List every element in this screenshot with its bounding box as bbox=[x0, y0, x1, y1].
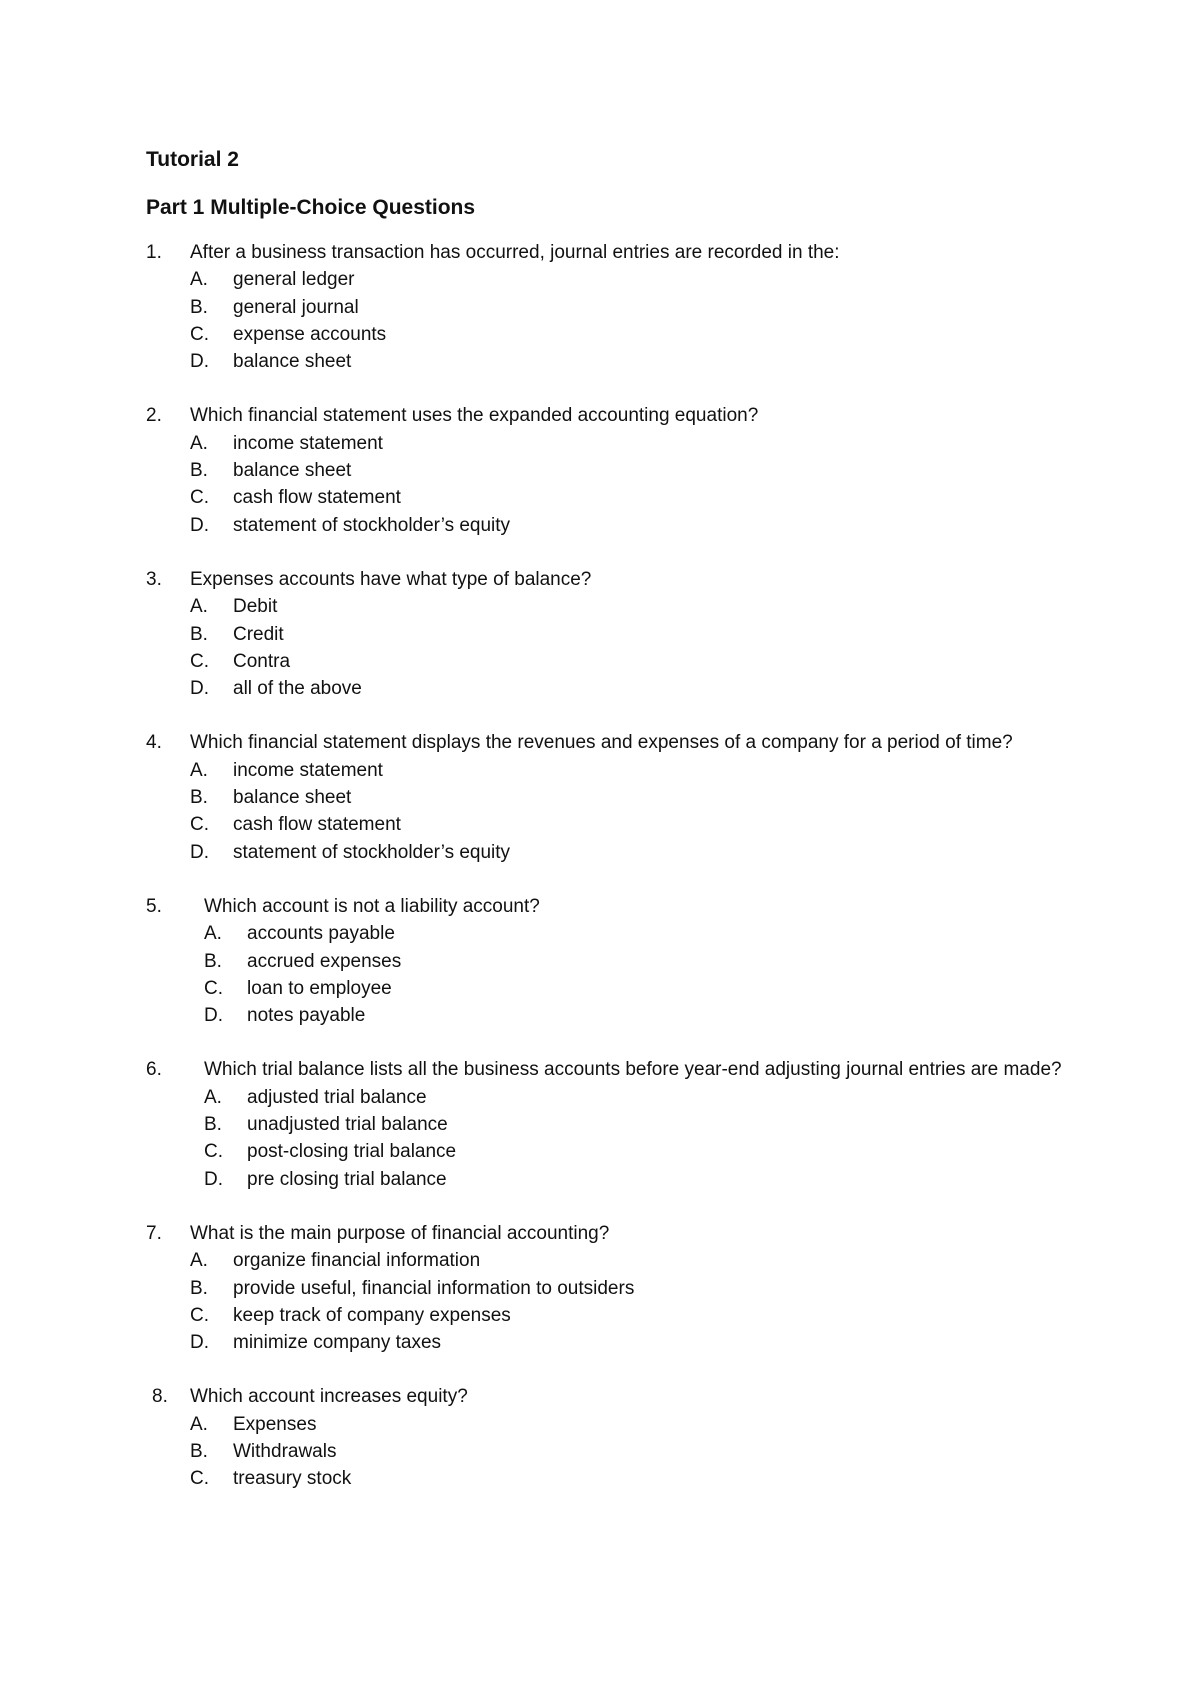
part-title: Part 1 Multiple-Choice Questions bbox=[146, 196, 476, 219]
question-4 bbox=[146, 729, 1066, 865]
option-text: adjusted trial balance bbox=[247, 1086, 427, 1108]
option-text: minimize company taxes bbox=[233, 1332, 442, 1354]
option-letter: B. bbox=[204, 1114, 222, 1136]
option-letter: A. bbox=[190, 1413, 208, 1435]
question-text: Which trial balance lists all the business accounts before year-end adjusting journal entries are made? bbox=[204, 1059, 1062, 1081]
option-text: balance sheet bbox=[233, 787, 352, 809]
option-letter: B. bbox=[190, 623, 208, 645]
option-letter: C. bbox=[204, 977, 223, 999]
option-c bbox=[146, 1302, 1066, 1329]
option-text: all of the above bbox=[233, 678, 362, 700]
option-c bbox=[146, 1465, 1066, 1492]
option-letter: B. bbox=[190, 296, 208, 318]
option-text: Contra bbox=[233, 650, 291, 672]
option-b bbox=[146, 784, 1066, 811]
option-a bbox=[146, 920, 1066, 947]
option-letter: A. bbox=[190, 1250, 208, 1272]
option-text: statement of stockholder’s equity bbox=[233, 514, 511, 536]
question-text: Which account increases equity? bbox=[190, 1386, 468, 1408]
option-letter: A. bbox=[190, 759, 208, 781]
option-a bbox=[146, 1247, 1066, 1274]
option-letter: C. bbox=[190, 1304, 209, 1326]
option-letter: C. bbox=[190, 1468, 209, 1490]
option-c bbox=[146, 321, 1066, 348]
option-list bbox=[146, 1247, 1066, 1356]
option-text: balance sheet bbox=[233, 460, 352, 482]
question-number: 3. bbox=[146, 568, 162, 590]
option-text: unadjusted trial balance bbox=[247, 1114, 448, 1136]
option-list bbox=[146, 920, 1066, 1029]
question-text: Which financial statement displays the revenues and expenses of a company for a period of time? bbox=[190, 732, 1013, 754]
option-letter: A. bbox=[190, 269, 208, 291]
option-d bbox=[146, 1166, 1066, 1193]
option-b bbox=[146, 294, 1066, 321]
option-list bbox=[146, 757, 1066, 866]
option-text: treasury stock bbox=[233, 1468, 352, 1490]
question-5 bbox=[146, 893, 1066, 1029]
option-b bbox=[146, 948, 1066, 975]
question-number: 1. bbox=[146, 242, 162, 263]
option-text: accrued expenses bbox=[247, 950, 402, 972]
option-text: loan to employee bbox=[247, 977, 392, 999]
question-8 bbox=[146, 1383, 1066, 1492]
option-d bbox=[146, 839, 1066, 866]
option-text: organize financial information bbox=[233, 1250, 481, 1272]
option-text: notes payable bbox=[247, 1005, 366, 1027]
option-list bbox=[146, 1084, 1066, 1193]
option-letter: D. bbox=[190, 351, 209, 373]
option-letter: C. bbox=[190, 814, 209, 836]
question-number: 2. bbox=[146, 405, 162, 427]
option-letter: A. bbox=[204, 923, 222, 945]
option-c bbox=[146, 1138, 1066, 1165]
question-number: 5. bbox=[146, 895, 162, 917]
option-text: balance sheet bbox=[233, 351, 352, 373]
option-letter: B. bbox=[190, 1277, 208, 1299]
option-letter: B. bbox=[190, 1440, 208, 1462]
question-text: Which account is not a liability account? bbox=[204, 895, 540, 917]
option-letter: A. bbox=[190, 596, 208, 618]
option-text: post-closing trial balance bbox=[247, 1141, 457, 1163]
question-number: 7. bbox=[146, 1222, 162, 1244]
option-letter: A. bbox=[204, 1086, 222, 1108]
option-letter: D. bbox=[190, 514, 209, 536]
option-c bbox=[146, 811, 1066, 838]
option-text: pre closing trial balance bbox=[247, 1168, 447, 1190]
option-text: Expenses bbox=[233, 1413, 317, 1435]
option-b bbox=[146, 1275, 1066, 1302]
question-text: Which financial statement uses the expanded accounting equation? bbox=[190, 405, 759, 427]
question-text: After a business transaction has occurred, journal entries are recorded in the: bbox=[190, 242, 840, 263]
option-c bbox=[146, 975, 1066, 1002]
question-number: 4. bbox=[146, 732, 162, 754]
option-text: cash flow statement bbox=[233, 487, 401, 509]
option-text: Credit bbox=[233, 623, 284, 645]
option-letter: C. bbox=[190, 323, 209, 345]
option-a bbox=[146, 1084, 1066, 1111]
option-b bbox=[146, 1111, 1066, 1138]
option-a bbox=[146, 430, 1066, 457]
option-letter: D. bbox=[204, 1005, 223, 1027]
option-letter: C. bbox=[204, 1141, 223, 1163]
option-d bbox=[146, 512, 1066, 539]
question-2 bbox=[146, 402, 1066, 538]
option-letter: D. bbox=[190, 1332, 209, 1354]
option-a bbox=[146, 266, 1066, 293]
option-text: statement of stockholder’s equity bbox=[233, 841, 511, 863]
option-d bbox=[146, 1329, 1066, 1356]
option-letter: A. bbox=[190, 432, 208, 454]
option-letter: B. bbox=[190, 460, 208, 482]
question-6 bbox=[146, 1056, 1066, 1192]
option-a bbox=[146, 1411, 1066, 1438]
option-letter: D. bbox=[204, 1168, 223, 1190]
option-text: keep track of company expenses bbox=[233, 1304, 511, 1326]
option-c bbox=[146, 648, 1066, 675]
option-c bbox=[146, 484, 1066, 511]
option-letter: C. bbox=[190, 487, 209, 509]
option-b bbox=[146, 1438, 1066, 1465]
question-3 bbox=[146, 566, 1066, 702]
option-letter: C. bbox=[190, 650, 209, 672]
option-letter: D. bbox=[190, 841, 209, 863]
question-number: 6. bbox=[146, 1059, 162, 1081]
option-d bbox=[146, 675, 1066, 702]
option-letter: B. bbox=[190, 787, 208, 809]
option-a bbox=[146, 593, 1066, 620]
option-list bbox=[146, 430, 1066, 539]
option-list bbox=[146, 266, 1066, 375]
option-text: Debit bbox=[233, 596, 278, 618]
question-text: Expenses accounts have what type of balance? bbox=[190, 568, 592, 590]
page-content bbox=[146, 145, 1066, 1520]
question-7 bbox=[146, 1220, 1066, 1356]
option-text: Withdrawals bbox=[233, 1440, 337, 1462]
option-d bbox=[146, 1002, 1066, 1029]
option-b bbox=[146, 457, 1066, 484]
question-text: What is the main purpose of financial accounting? bbox=[190, 1222, 610, 1244]
question-1 bbox=[146, 239, 1066, 375]
option-b bbox=[146, 621, 1066, 648]
option-letter: B. bbox=[204, 950, 222, 972]
option-text: general journal bbox=[233, 296, 359, 318]
option-list bbox=[146, 593, 1066, 702]
question-number: 8. bbox=[152, 1386, 168, 1408]
option-d bbox=[146, 348, 1066, 375]
option-list bbox=[146, 1411, 1066, 1493]
option-text: general ledger bbox=[233, 269, 355, 291]
document-title: Tutorial 2 bbox=[146, 148, 239, 171]
option-text: income statement bbox=[233, 759, 383, 781]
option-text: provide useful, financial information to outsiders bbox=[233, 1277, 635, 1299]
option-a bbox=[146, 757, 1066, 784]
option-text: expense accounts bbox=[233, 323, 387, 345]
option-text: cash flow statement bbox=[233, 814, 401, 836]
option-letter: D. bbox=[190, 678, 209, 700]
option-text: accounts payable bbox=[247, 923, 395, 945]
option-text: income statement bbox=[233, 432, 383, 454]
